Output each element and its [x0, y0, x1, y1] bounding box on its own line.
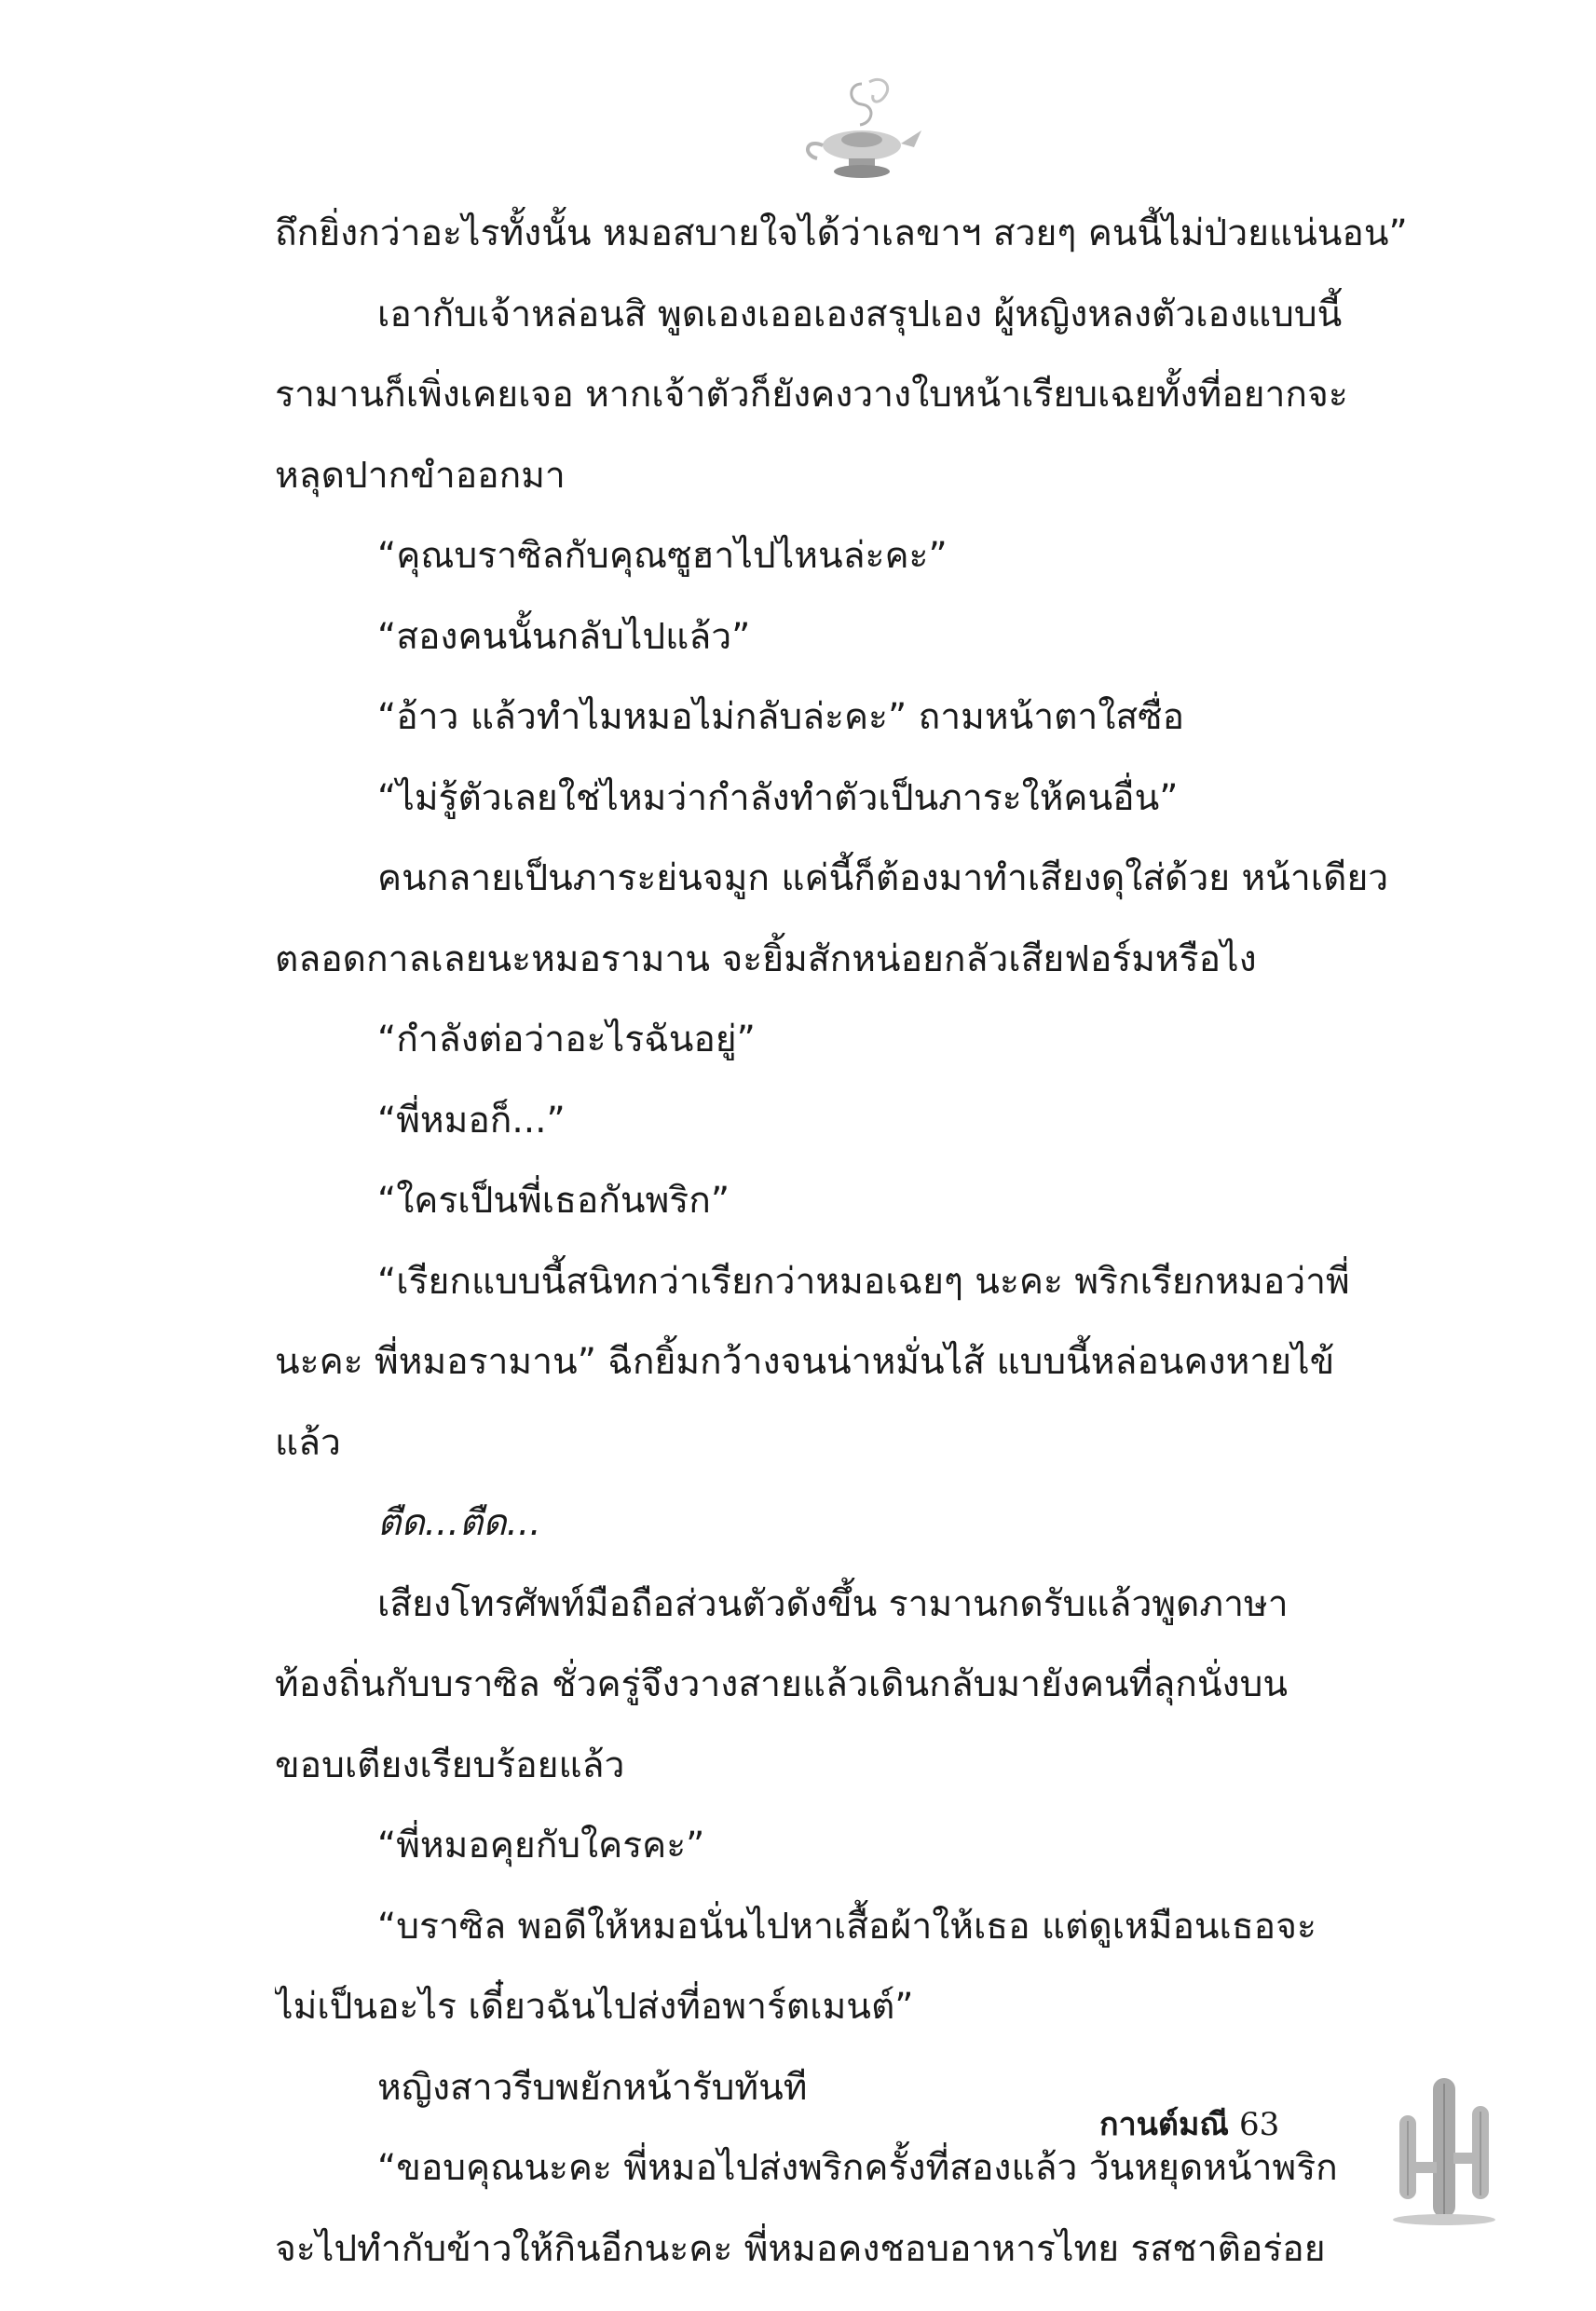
body-text — [275, 194, 1449, 2290]
page-footer — [1099, 2097, 1342, 2153]
genie-lamp-icon — [797, 65, 927, 196]
cactus-icon — [1379, 2050, 1509, 2227]
text-line: คนกลายเป็นภาระย่นจมูก แค่นี้ก็ต้องมาทำเสียงดุใส่ด้วย หน้าเดียว — [377, 857, 1389, 899]
text-line: “อ้าว แล้วทำไมหมอไม่กลับล่ะคะ” ถามหน้าตาใสซื่อ — [377, 696, 1185, 738]
text-line: หลุดปากขำออกมา — [275, 454, 566, 497]
text-line: รามานก็เพิ่งเคยเจอ หากเจ้าตัวก็ยังคงวางใบหน้าเรียบเฉยทั้งที่อยากจะ — [275, 374, 1348, 416]
text-line: ขอบเตียงเรียบร้อยแล้ว — [275, 1744, 625, 1786]
text-line: ท้องถิ่นกับบราซิล ชั่วครู่จึงวางสายแล้วเดินกลับมายังคนที่ลุกนั่งบน — [275, 1663, 1288, 1705]
text-line: “ไม่รู้ตัวเลยใช่ไหมว่ากำลังทำตัวเป็นภาระให้คนอื่น” — [377, 776, 1179, 819]
text-line: ตืด...ตืด... — [377, 1502, 541, 1544]
text-line: “พี่หมอคุยกับใครคะ” — [377, 1825, 705, 1867]
text-line: นะคะ พี่หมอรามาน” ฉีกยิ้มกว้างจนน่าหมั่นไส้ แบบนี้หล่อนคงหายไข้ — [275, 1341, 1335, 1383]
text-line: “สองคนนั้นกลับไปแล้ว” — [377, 615, 751, 658]
text-line: “ขอบคุณนะคะ พี่หมอไปส่งพริกครั้งที่สองแล้ว วันหยุดหน้าพริก — [377, 2147, 1338, 2189]
text-line: แล้ว — [275, 1421, 341, 1464]
text-line: “คุณบราซิลกับคุณซูฮาไปไหนล่ะคะ” — [377, 535, 948, 577]
book-title: กานต์มณี — [1099, 2106, 1229, 2143]
text-line: “ใครเป็นพี่เธอกันพริก” — [377, 1180, 730, 1222]
text-line: “กำลังต่อว่าอะไรฉันอยู่” — [377, 1019, 756, 1060]
page-number: 63 — [1239, 2106, 1280, 2143]
text-line: เอากับเจ้าหล่อนสิ พูดเองเออเองสรุปเอง ผู้หญิงหลงตัวเองแบบนี้ — [377, 293, 1343, 335]
text-line: “เรียกแบบนี้สนิทกว่าเรียกว่าหมอเฉยๆ นะคะ พริกเรียกหมอว่าพี่ — [377, 1260, 1350, 1303]
text-line: “พี่หมอก็...” — [377, 1099, 566, 1142]
text-line: หญิงสาวรีบพยักหน้ารับทันที — [377, 2066, 808, 2109]
text-line: “บราซิล พอดีให้หมอนั่นไปหาเสื้อผ้าให้เธอ แต่ดูเหมือนเธอจะ — [377, 1905, 1316, 1948]
text-line: ไม่เป็นอะไร เดี๋ยวฉันไปส่งที่อพาร์ตเมนต์” — [275, 1986, 914, 2028]
text-line: ถึกยิ่งกว่าอะไรทั้งนั้น หมอสบายใจได้ว่าเลขาฯ สวยๆ คนนี้ไม่ป่วยแน่นอน” — [275, 212, 1408, 254]
text-line: ตลอดกาลเลยนะหมอรามาน จะยิ้มสักหน่อยกลัวเสียฟอร์มหรือไง — [275, 937, 1257, 980]
text-line: เสียงโทรศัพท์มือถือส่วนตัวดังขึ้น รามานกดรับแล้วพูดภาษา — [377, 1582, 1289, 1625]
text-line: จะไปทำกับข้าวให้กินอีกนะคะ พี่หมอคงชอบอาหารไทย รสชาติอร่อย — [275, 2227, 1326, 2270]
